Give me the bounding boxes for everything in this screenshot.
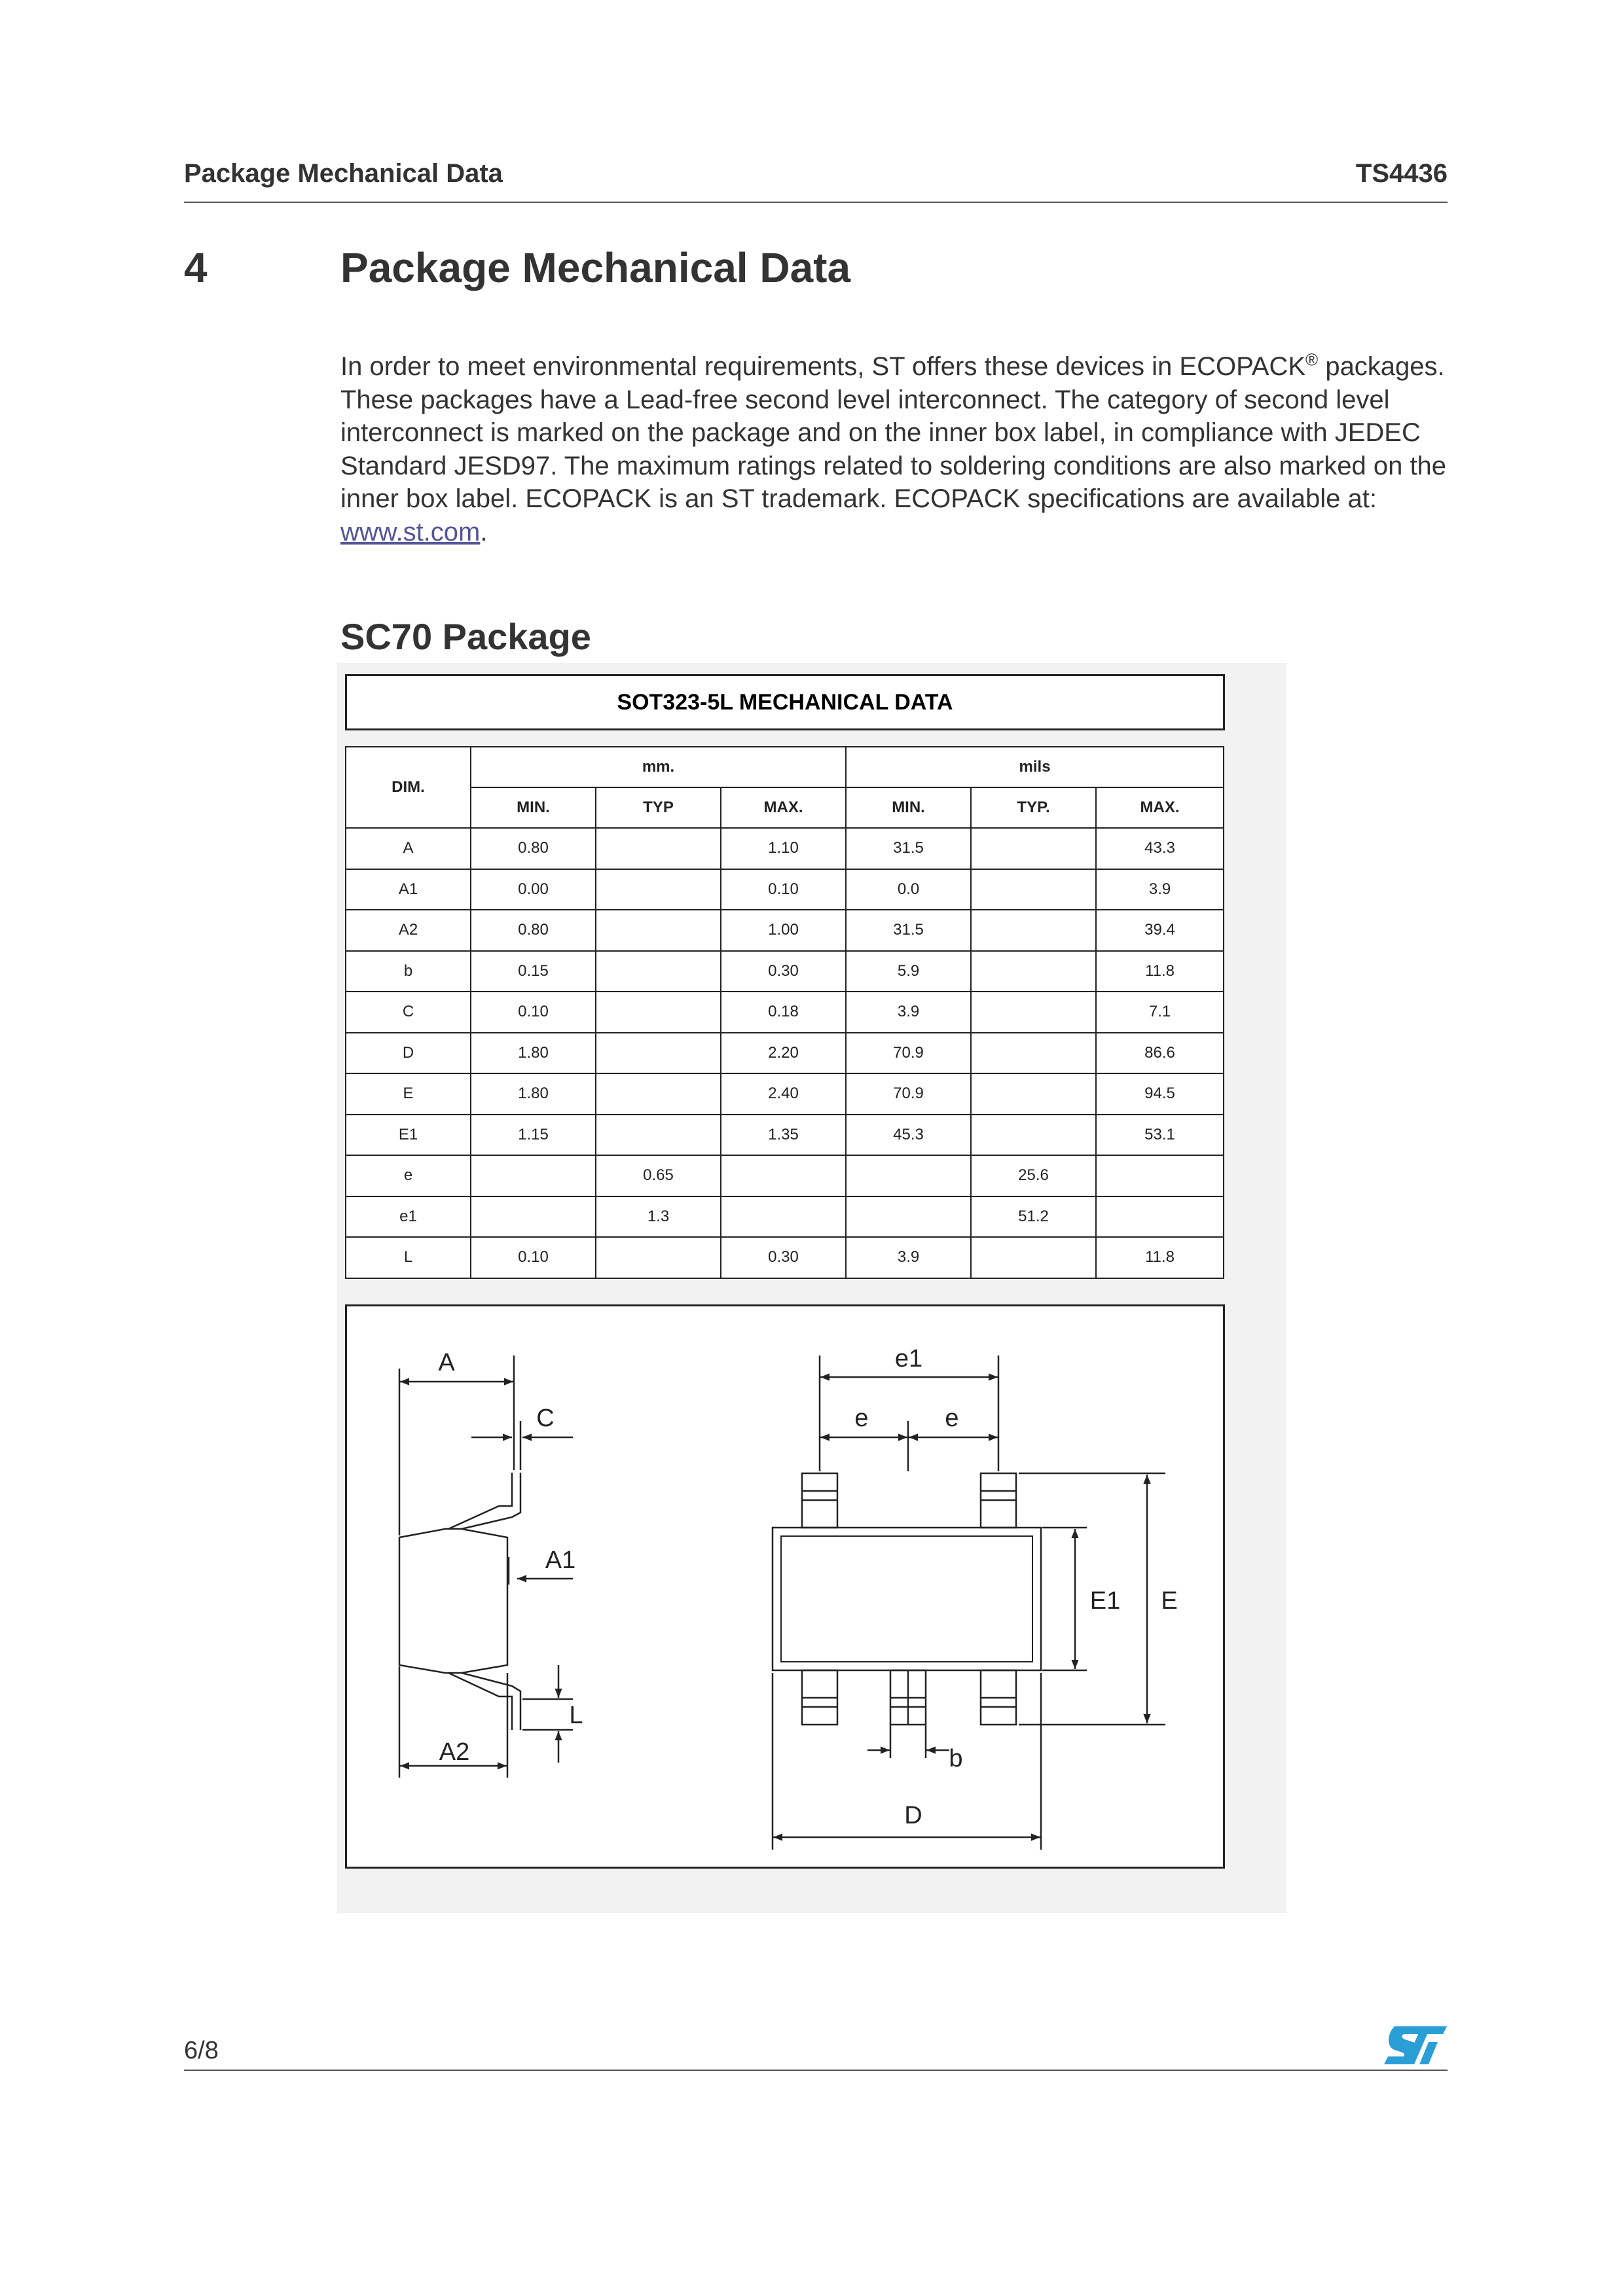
package-title: SC70 Package (340, 616, 591, 657)
col-header: MAX. (1096, 787, 1224, 828)
value-cell: 0.80 (471, 910, 596, 951)
dim-label-A2: A2 (439, 1738, 470, 1766)
value-cell (971, 869, 1096, 910)
value-cell (471, 1155, 596, 1196)
value-cell: 31.5 (846, 910, 971, 951)
section-title: Package Mechanical Data (340, 244, 851, 291)
side-view-bottom-lead (448, 1673, 520, 1730)
value-cell: 5.9 (846, 951, 971, 992)
table-row (346, 1237, 1224, 1278)
mils-group-header: mils (846, 747, 1224, 787)
value-cell (971, 910, 1096, 951)
value-cell: 25.6 (971, 1155, 1096, 1196)
top-view-lead-bottom-middle (890, 1670, 926, 1725)
dim-cell: D (346, 1033, 471, 1074)
value-cell (971, 1115, 1096, 1156)
intro-paragraph (340, 350, 1453, 548)
dim-label-b: b (949, 1745, 963, 1772)
value-cell: 1.80 (471, 1073, 596, 1115)
value-cell: 3.9 (846, 992, 971, 1033)
value-cell (971, 951, 1096, 992)
dim-label-A: A (438, 1349, 455, 1376)
mm-group-header: mm. (471, 747, 846, 787)
value-cell (1096, 1155, 1224, 1196)
value-cell: 39.4 (1096, 910, 1224, 951)
dim-cell: A2 (346, 910, 471, 951)
value-cell (846, 1196, 971, 1238)
value-cell: 31.5 (846, 828, 971, 869)
side-view-top-lead (448, 1473, 520, 1529)
value-cell (596, 1115, 721, 1156)
footer-rule (184, 2070, 1448, 2071)
value-cell (596, 1033, 721, 1074)
value-cell (596, 1073, 721, 1115)
value-cell (721, 1155, 846, 1196)
col-header: MIN. (846, 787, 971, 828)
value-cell: 53.1 (1096, 1115, 1224, 1156)
value-cell (596, 1237, 721, 1278)
st-website-link[interactable]: www.st.com (340, 517, 481, 547)
side-view-body (399, 1529, 507, 1673)
dim-cell: C (346, 992, 471, 1033)
package-drawing (345, 1304, 1225, 1869)
dim-cell: e (346, 1155, 471, 1196)
value-cell: 0.30 (721, 951, 846, 992)
package-drawing-svg (347, 1306, 1223, 1867)
value-cell: 0.0 (846, 869, 971, 910)
dim-cell: E1 (346, 1115, 471, 1156)
value-cell: 70.9 (846, 1033, 971, 1074)
value-cell (971, 1033, 1096, 1074)
st-logo-icon (1383, 2024, 1448, 2067)
value-cell: 0.10 (471, 992, 596, 1033)
col-header: TYP. (971, 787, 1096, 828)
intro-text-1: In order to meet environmental requirements, ST offers these devices in ECOPACK (340, 352, 1306, 381)
table-header-row-2 (346, 787, 1224, 828)
value-cell: 7.1 (1096, 992, 1224, 1033)
st-logo (1383, 2024, 1448, 2070)
dim-cell: A (346, 828, 471, 869)
dim-label-L: L (569, 1702, 583, 1729)
value-cell: 1.00 (721, 910, 846, 951)
value-cell (971, 1073, 1096, 1115)
value-cell: 0.80 (471, 828, 596, 869)
value-cell (971, 992, 1096, 1033)
running-header-section: Package Mechanical Data (184, 159, 503, 188)
dim-cell: E (346, 1073, 471, 1115)
value-cell: 0.10 (471, 1237, 596, 1278)
value-cell: 51.2 (971, 1196, 1096, 1238)
table-title: SOT323-5L MECHANICAL DATA (345, 674, 1225, 730)
value-cell: 1.35 (721, 1115, 846, 1156)
registered-mark: ® (1305, 350, 1319, 370)
value-cell: 1.80 (471, 1033, 596, 1074)
table-row (346, 828, 1224, 869)
value-cell: 0.15 (471, 951, 596, 992)
value-cell (596, 992, 721, 1033)
value-cell (971, 1237, 1096, 1278)
value-cell: 11.8 (1096, 951, 1224, 992)
value-cell (1096, 1196, 1224, 1238)
value-cell: 0.10 (721, 869, 846, 910)
value-cell (971, 828, 1096, 869)
col-header: MIN. (471, 787, 596, 828)
dim-label-e1: e1 (894, 1345, 923, 1372)
top-view-lead-top-right (981, 1473, 1016, 1528)
top-view-inner (781, 1536, 1032, 1662)
dim-label-D: D (904, 1802, 922, 1829)
top-view-body (773, 1528, 1041, 1670)
table-row (346, 1196, 1224, 1238)
col-header: TYP (596, 787, 721, 828)
value-cell: 45.3 (846, 1115, 971, 1156)
value-cell: 0.00 (471, 869, 596, 910)
table-row (346, 1155, 1224, 1196)
section-number: 4 (184, 244, 208, 291)
table-row (346, 1073, 1224, 1115)
dim-cell: e1 (346, 1196, 471, 1238)
top-view-lead-bottom-right (981, 1670, 1016, 1725)
intro-text-2: packages. These packages have a Lead-free second level interconnect. The category of second level interconnect is marked on the package and on the inner box label, in compliance with JEDEC Standard JESD97. The maximum ratings related to soldering conditions are also marked on the inner box label. ECOPACK is an ST trademark. ECOPACK specifications are available at: (340, 352, 1447, 513)
mechanical-data-table (345, 746, 1224, 1279)
table-row (346, 1115, 1224, 1156)
table-row (346, 951, 1224, 992)
value-cell (596, 828, 721, 869)
value-cell: 86.6 (1096, 1033, 1224, 1074)
running-header-part: TS4436 (1355, 159, 1448, 188)
dim-cell: L (346, 1237, 471, 1278)
table-header-row-1 (346, 747, 1224, 787)
value-cell: 1.15 (471, 1115, 596, 1156)
header-rule (184, 202, 1448, 203)
top-view-lead-top-left (802, 1473, 837, 1528)
intro-end: . (480, 517, 488, 547)
dim-label-C: C (536, 1405, 555, 1432)
table-row (346, 1033, 1224, 1074)
value-cell: 3.9 (846, 1237, 971, 1278)
dim-label-e-right: e (945, 1405, 959, 1432)
value-cell: 3.9 (1096, 869, 1224, 910)
value-cell: 0.65 (596, 1155, 721, 1196)
table-row (346, 910, 1224, 951)
page-number: 6/8 (184, 2037, 219, 2064)
value-cell: 43.3 (1096, 828, 1224, 869)
value-cell: 0.30 (721, 1237, 846, 1278)
table-row (346, 992, 1224, 1033)
value-cell (471, 1196, 596, 1238)
dim-cell: b (346, 951, 471, 992)
dim-header: DIM. (346, 747, 471, 828)
dim-label-e-left: e (854, 1405, 869, 1432)
value-cell: 1.10 (721, 828, 846, 869)
value-cell: 2.20 (721, 1033, 846, 1074)
dim-label-E1: E1 (1089, 1587, 1121, 1615)
value-cell: 1.3 (596, 1196, 721, 1238)
value-cell (596, 910, 721, 951)
value-cell (596, 869, 721, 910)
table-row (346, 869, 1224, 910)
value-cell (846, 1155, 971, 1196)
col-header: MAX. (721, 787, 846, 828)
value-cell (596, 951, 721, 992)
value-cell: 70.9 (846, 1073, 971, 1115)
value-cell: 94.5 (1096, 1073, 1224, 1115)
top-view-lead-bottom-left (802, 1670, 837, 1725)
dim-label-E: E (1161, 1587, 1178, 1615)
value-cell: 11.8 (1096, 1237, 1224, 1278)
dim-label-A1: A1 (545, 1547, 576, 1574)
value-cell (721, 1196, 846, 1238)
value-cell: 0.18 (721, 992, 846, 1033)
value-cell: 2.40 (721, 1073, 846, 1115)
dim-cell: A1 (346, 869, 471, 910)
